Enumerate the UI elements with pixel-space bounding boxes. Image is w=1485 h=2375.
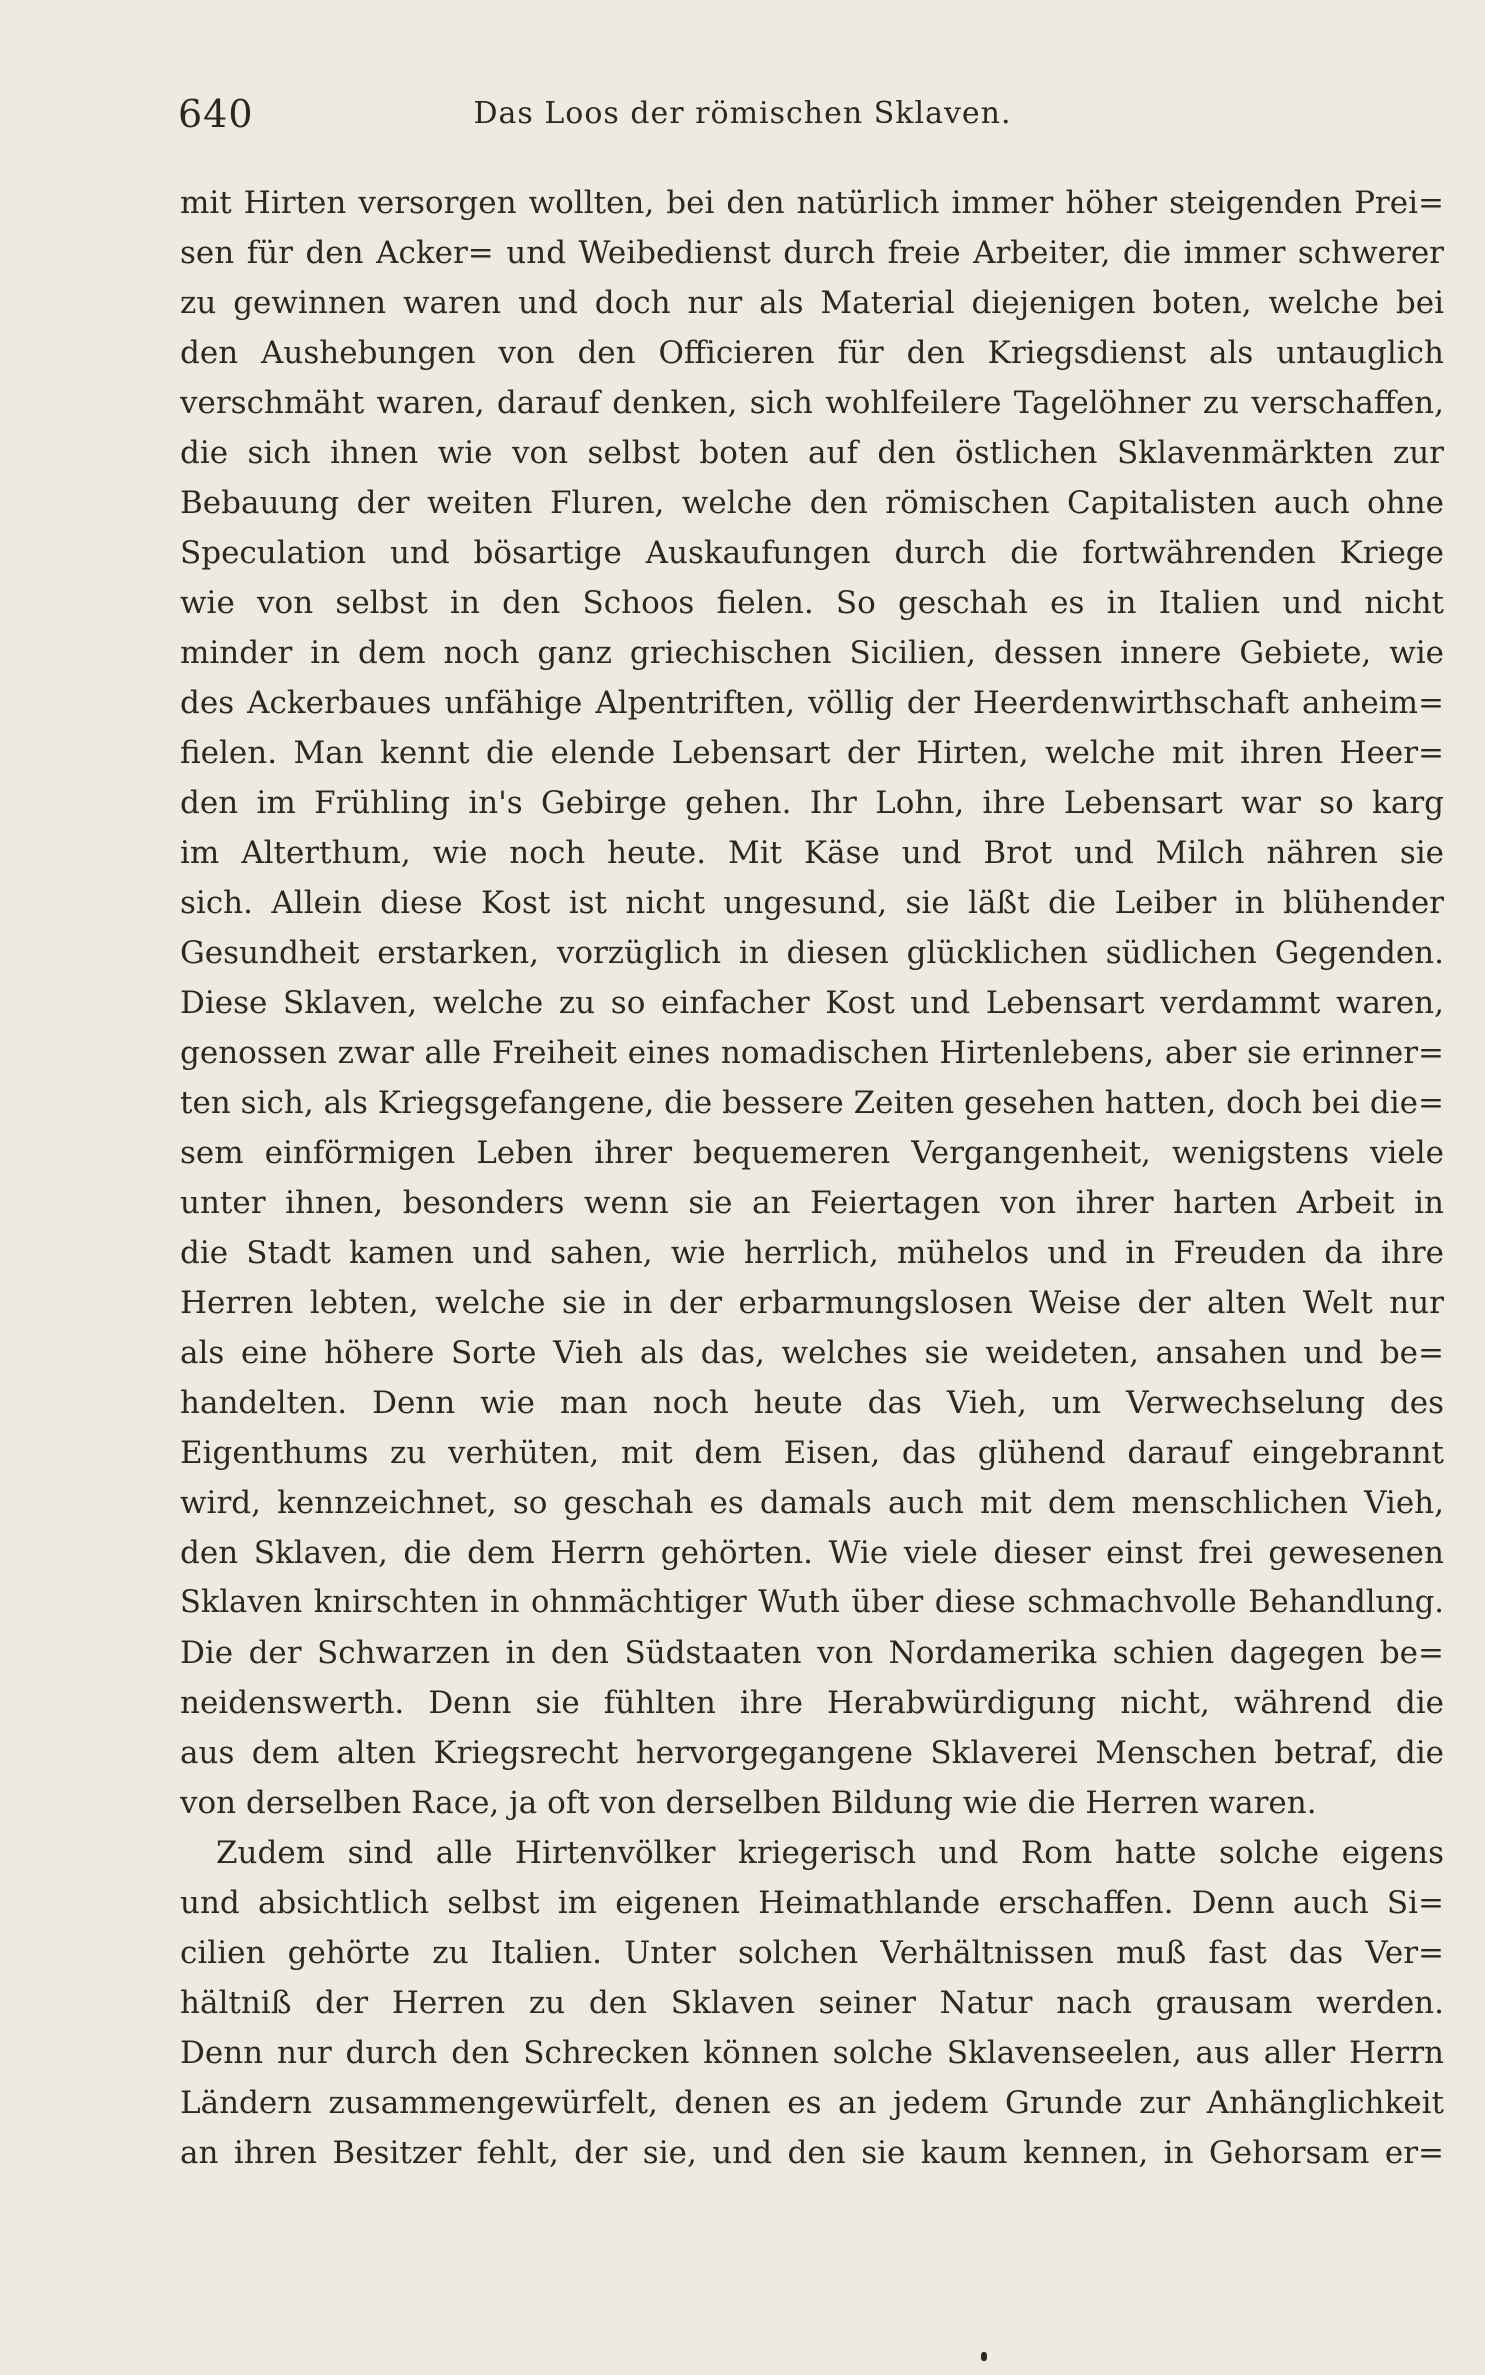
text-line: als eine höhere Sorte Vieh als das, welches sie weideten, ansahen und be=	[180, 1335, 1444, 1371]
text-line: verschmäht waren, darauf denken, sich wohlfeilere Tagelöhner zu verschaffen,	[180, 385, 1444, 421]
text-line: Eigenthums zu verhüten, mit dem Eisen, das glühend darauf eingebrannt	[180, 1435, 1444, 1471]
text-line: Speculation und bösartige Auskaufungen durch die fortwährenden Kriege	[180, 535, 1444, 571]
text-line: unter ihnen, besonders wenn sie an Feiertagen von ihrer harten Arbeit in	[180, 1185, 1444, 1221]
text-line: hältniß der Herren zu den Sklaven seiner Natur nach grausam werden.	[180, 1985, 1444, 2021]
text-line: Herren lebten, welche sie in der erbarmungslosen Weise der alten Welt nur	[180, 1285, 1444, 1321]
running-title: Das Loos der römischen Sklaven.	[473, 96, 1012, 131]
text-line: neidenswerth. Denn sie fühlten ihre Herabwürdigung nicht, während die	[180, 1685, 1444, 1721]
text-line: Diese Sklaven, welche zu so einfacher Kost und Lebensart verdammt waren,	[180, 985, 1444, 1021]
text-line: cilien gehörte zu Italien. Unter solchen Verhältnissen muß fast das Ver=	[180, 1935, 1444, 1971]
text-line: Sklaven knirschten in ohnmächtiger Wuth über diese schmachvolle Behandlung.	[180, 1585, 1444, 1620]
text-line: den Sklaven, die dem Herrn gehörten. Wie viele dieser einst frei gewesenen	[180, 1535, 1444, 1571]
text-line: die sich ihnen wie von selbst boten auf den östlichen Sklavenmärkten zur	[180, 435, 1444, 471]
text-line: wie von selbst in den Schoos fielen. So geschah es in Italien und nicht	[180, 585, 1444, 621]
text-line: Denn nur durch den Schrecken können solche Sklavenseelen, aus aller Herrn	[180, 2035, 1444, 2071]
paragraph-start-line: Zudem sind alle Hirtenvölker kriegerisch und Rom hatte solche eigens	[216, 1835, 1444, 1871]
ink-speck	[981, 2352, 987, 2361]
text-line: den Aushebungen von den Officieren für den Kriegsdienst als untauglich	[180, 335, 1444, 371]
text-line: Die der Schwarzen in den Südstaaten von Nordamerika schien dagegen be=	[180, 1635, 1444, 1671]
text-line: an ihren Besitzer fehlt, der sie, und den sie kaum kennen, in Gehorsam er=	[180, 2135, 1444, 2171]
text-line: zu gewinnen waren und doch nur als Material diejenigen boten, welche bei	[180, 285, 1444, 321]
text-line: des Ackerbaues unfähige Alpentriften, völlig der Heerdenwirthschaft anheim=	[180, 685, 1444, 721]
text-line: sem einförmigen Leben ihrer bequemeren Vergangenheit, wenigstens viele	[180, 1135, 1444, 1171]
body-text	[180, 178, 1444, 2178]
text-line: genossen zwar alle Freiheit eines nomadischen Hirtenlebens, aber sie erinner=	[180, 1035, 1444, 1071]
text-line: sich. Allein diese Kost ist nicht ungesund, sie läßt die Leiber in blühender	[180, 885, 1444, 921]
text-line: ten sich, als Kriegsgefangene, die bessere Zeiten gesehen hatten, doch bei die=	[180, 1085, 1444, 1121]
text-line: handelten. Denn wie man noch heute das Vieh, um Verwechselung des	[180, 1385, 1444, 1421]
text-line: aus dem alten Kriegsrecht hervorgegangene Sklaverei Menschen betraf, die	[180, 1735, 1444, 1771]
text-line: die Stadt kamen und sahen, wie herrlich, mühelos und in Freuden da ihre	[180, 1235, 1444, 1271]
text-line: fielen. Man kennt die elende Lebensart der Hirten, welche mit ihren Heer=	[180, 735, 1444, 771]
text-line: Gesundheit erstarken, vorzüglich in diesen glücklichen südlichen Gegenden.	[180, 935, 1444, 971]
paragraph-end-line: von derselben Race, ja oft von derselben Bildung wie die Herren waren.	[180, 1785, 1317, 1821]
text-line: im Alterthum, wie noch heute. Mit Käse und Brot und Milch nähren sie	[180, 835, 1444, 871]
text-line: den im Frühling in's Gebirge gehen. Ihr Lohn, ihre Lebensart war so karg	[180, 785, 1444, 821]
text-line: Bebauung der weiten Fluren, welche den römischen Capitalisten auch ohne	[180, 485, 1444, 521]
text-line: mit Hirten versorgen wollten, bei den natürlich immer höher steigenden Prei=	[180, 185, 1444, 221]
text-line: sen für den Acker= und Weibedienst durch freie Arbeiter, die immer schwerer	[180, 235, 1444, 271]
page-number: 640	[178, 92, 254, 136]
text-line: minder in dem noch ganz griechischen Sicilien, dessen innere Gebiete, wie	[180, 635, 1444, 671]
text-line: Ländern zusammengewürfelt, denen es an jedem Grunde zur Anhänglichkeit	[180, 2085, 1444, 2121]
text-line: wird, kennzeichnet, so geschah es damals auch mit dem menschlichen Vieh,	[180, 1485, 1444, 1521]
text-line: und absichtlich selbst im eigenen Heimathlande erschaffen. Denn auch Si=	[180, 1885, 1444, 1921]
